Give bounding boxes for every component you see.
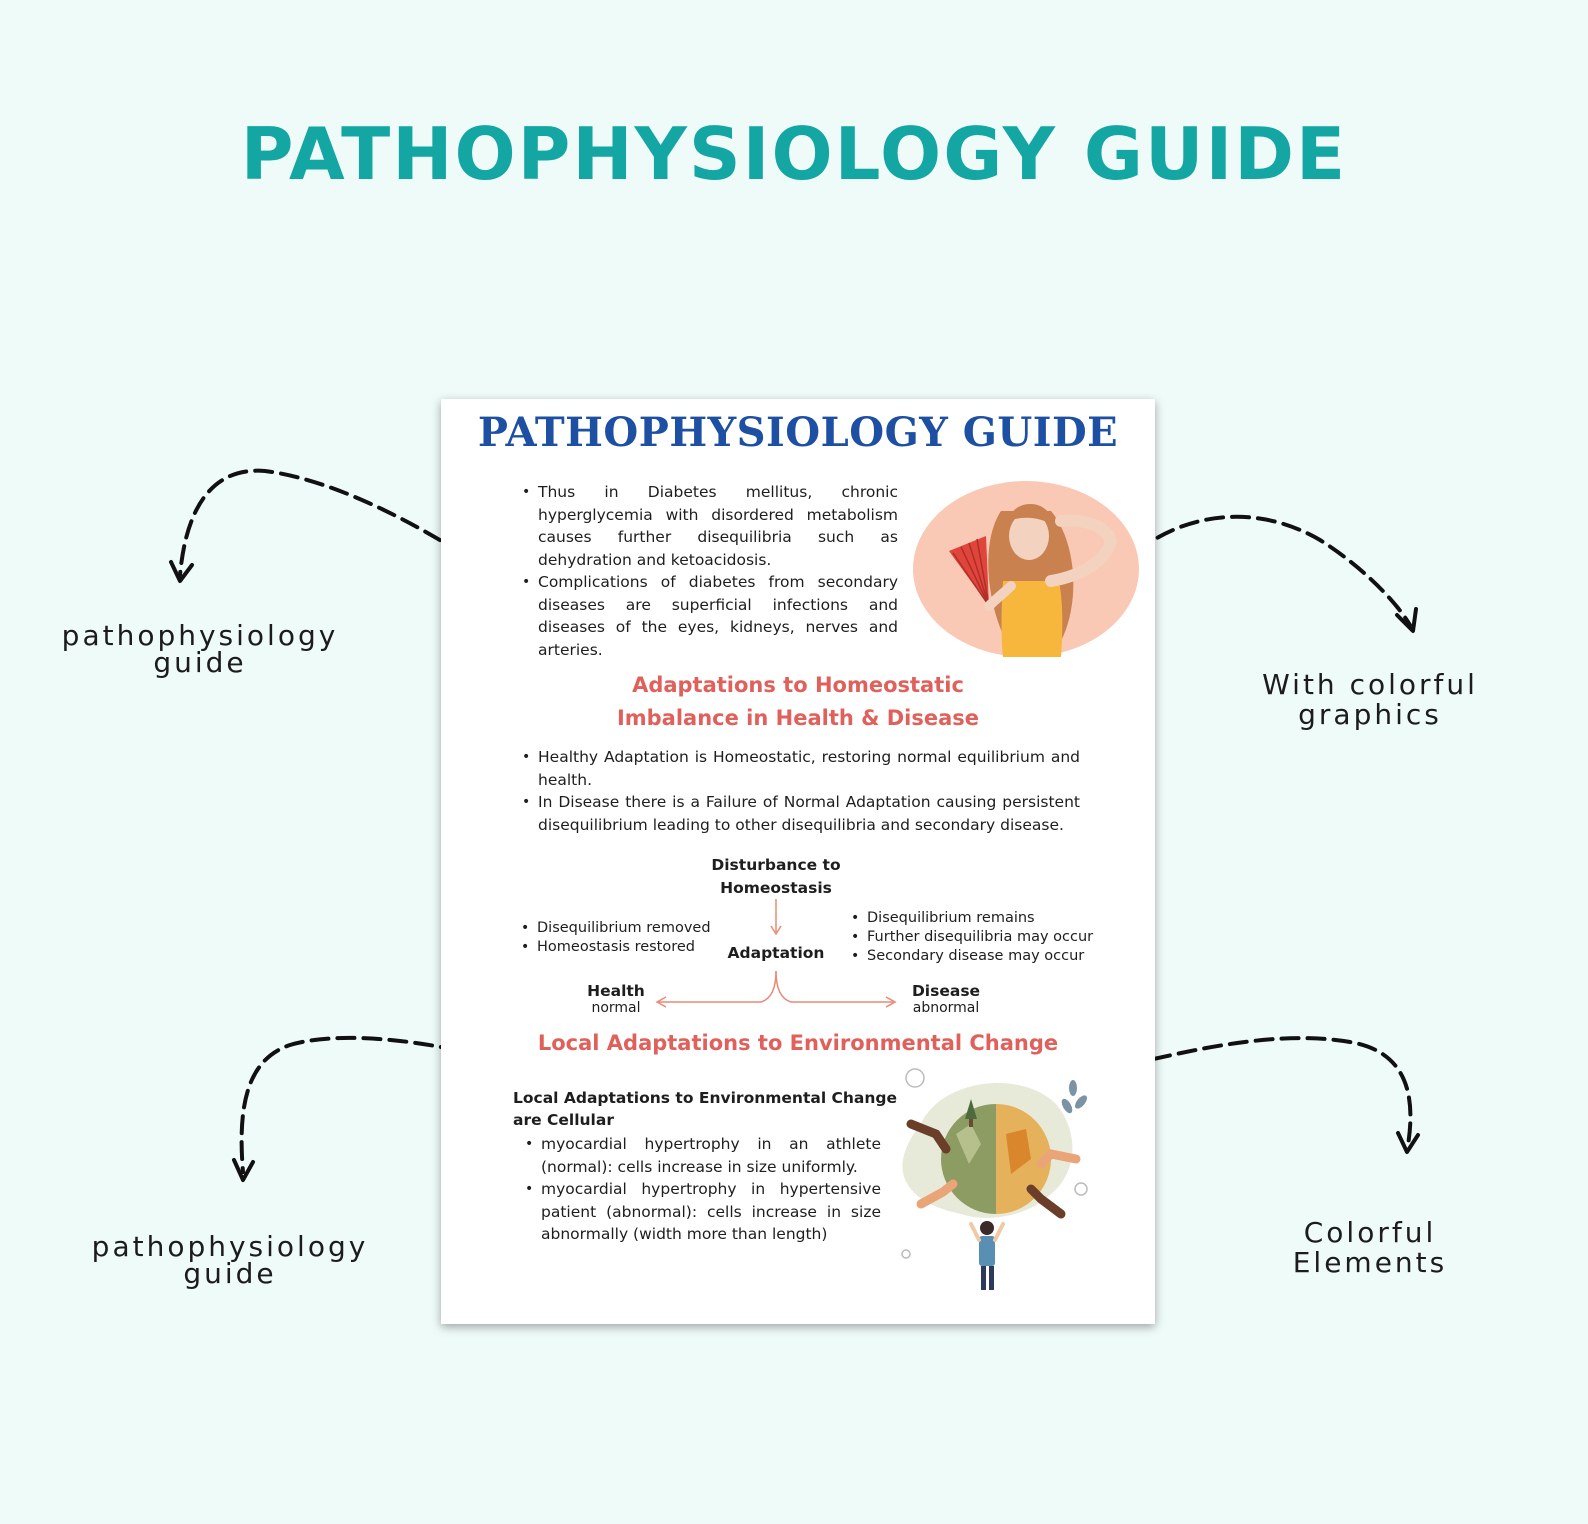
callout-top-right [1220,670,1520,730]
callout-top-right-line1: With colorful [1262,668,1478,701]
flow-right-note: • Disequilibrium remains [867,909,1109,928]
section1-bullet: • Healthy Adaptation is Homeostatic, restoring normal equilibrium and health. [538,746,1080,791]
section2-subheading [513,1087,913,1131]
document-title: PATHOPHYSIOLOGY GUIDE [477,409,1119,456]
callout-top-right-line2: graphics [1298,698,1442,731]
flow-disease-sub: abnormal [912,1000,980,1016]
flow-health-sub: normal [591,1000,641,1016]
document-preview [441,399,1155,1324]
section-heading-line: Imbalance in Health & Disease [616,706,980,730]
callout-top-left-line2: guide [153,646,247,679]
flow-disease-label: Disease [911,982,981,1000]
flow-health-label: Health [587,982,645,1000]
section-heading-line: Adaptations to Homeostatic [632,673,964,697]
page-title: PATHOPHYSIOLOGY GUIDE [240,112,1348,196]
callout-bottom-left-line2: guide [183,1257,277,1290]
flow-health [571,982,661,1016]
arrow-top-right [1136,517,1410,625]
callout-top-left-line1: pathophysiology [61,619,339,652]
flow-right-note: • Further disequilibria may occur [867,928,1109,947]
section1-bullet: • In Disease there is a Failure of Normal Adaptation causing persistent disequilibrium leading to other disequilibria and secondary disease. [538,791,1080,836]
callout-bottom-right-line1: Colorful [1303,1216,1437,1249]
flow-adaptation: Adaptation [727,944,825,962]
callout-bottom-right-line2: Elements [1292,1246,1448,1279]
arrow-bottom-right [1128,1038,1410,1145]
flow-left-notes [519,919,739,957]
section2-subheading-line: are Cellular [513,1111,614,1129]
flow-disturbance-line: Homeostasis [720,879,832,897]
section-heading-environmental: Local Adaptations to Environmental Change [537,1031,1059,1055]
section2-subheading-line: Local Adaptations to Environmental Change [513,1089,898,1107]
flow-right-notes [849,909,1109,966]
callout-bottom-left-line1: pathophysiology [91,1230,369,1263]
intro-bullet: • Complications of diabetes from secondary diseases are superficial infections and diseases of the eyes, kidneys, nerves and arteries. [538,571,898,661]
callout-bottom-right [1240,1218,1500,1278]
flow-disease [901,982,991,1016]
section2-bullet: • myocardial hypertrophy in an athlete (normal): cells increase in size uniformly. [541,1133,881,1178]
section2-bullet: • myocardial hypertrophy in hypertensive patient (abnormal): cells increase in size abnormally (width more than length) [541,1178,881,1246]
flow-left-note: • Homeostasis restored [537,938,739,957]
globe-hands-illustration [881,1064,1111,1304]
flow-left-note: • Disequilibrium removed [537,919,739,938]
flow-disturbance-line: Disturbance to [711,856,841,874]
section2-bullets [523,1133,881,1246]
callout-top-left [50,619,350,679]
flow-right-note: • Secondary disease may occur [867,947,1109,966]
callout-bottom-left [80,1230,380,1290]
intro-bullet: • Thus in Diabetes mellitus, chronic hyperglycemia with disordered metabolism causes further disequilibria such as dehydration and ketoacidosis. [538,481,898,571]
